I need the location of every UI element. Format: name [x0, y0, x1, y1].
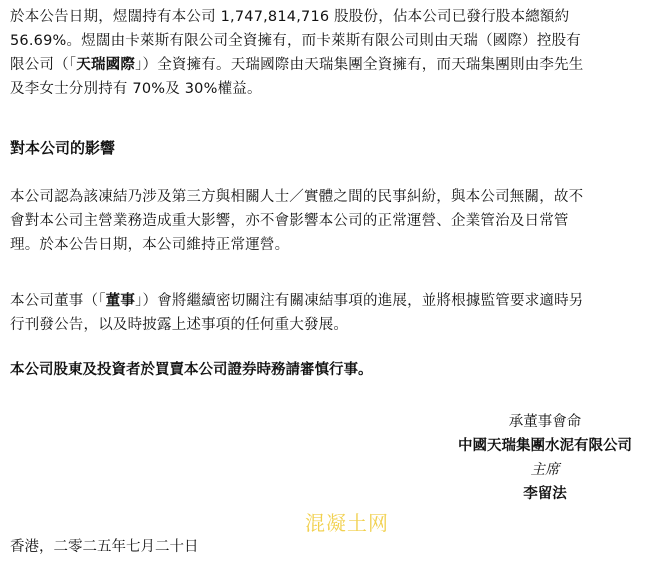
- announcement-date: 香港，二零二五年七月二十日: [10, 539, 199, 555]
- defined-term-directors: 董事: [105, 293, 136, 309]
- section-heading-impact: 對本公司的影響: [10, 139, 116, 157]
- directors-line-2: 行刊發公告，以及時披露上述事項的任何重大發展。: [10, 317, 349, 333]
- caution-statement: 本公司股東及投資者於買賣本公司證券時務請審慎行事。: [10, 362, 373, 378]
- impact-line-1: 本公司認為該凍結乃涉及第三方與相關人士／實體之間的民事糾紛，與本公司無關，故不: [10, 189, 584, 205]
- signatory-role: 主席: [530, 462, 560, 478]
- shareholding-line-4: 及李女士分別持有 70%及 30%權益。: [10, 81, 262, 97]
- defined-term-tianrui-international: 天瑞國際: [76, 57, 136, 73]
- impact-line-3: 理。於本公告日期，本公司維持正常運營。: [10, 237, 290, 253]
- shareholding-line-3-post: 」）全資擁有。天瑞國際由天瑞集團全資擁有，而天瑞集團則由李先生: [135, 57, 584, 73]
- company-name: 中國天瑞集團水泥有限公司: [458, 438, 632, 454]
- signature-block: [440, 410, 650, 506]
- directors-paragraph: [10, 289, 646, 337]
- directors-line-1-post: 」）會將繼續密切關注有關凍結事項的進展，並將根據監管要求適時另: [135, 293, 584, 309]
- signatory-name: 李留法: [523, 486, 567, 502]
- watermark-text: 混凝土网: [305, 511, 389, 535]
- shareholding-paragraph: [10, 5, 646, 101]
- impact-line-2: 會對本公司主營業務造成重大影響，亦不會影響本公司的正常運營、企業管治及日常管: [10, 213, 569, 229]
- directors-line-1-pre: 本公司董事（「: [10, 293, 106, 309]
- shareholding-line-1: 於本公告日期，煜闊持有本公司 1,747,814,716 股股份，佔本公司已發行股本總額約: [10, 9, 570, 25]
- by-order-label: 承董事會命: [508, 414, 582, 430]
- shareholding-line-2: 56.69%。煜闊由卡萊斯有限公司全資擁有，而卡萊斯有限公司則由天瑞（國際）控股有: [10, 33, 581, 49]
- shareholding-line-3-pre: 限公司（「: [10, 57, 77, 73]
- impact-paragraph: [10, 185, 646, 257]
